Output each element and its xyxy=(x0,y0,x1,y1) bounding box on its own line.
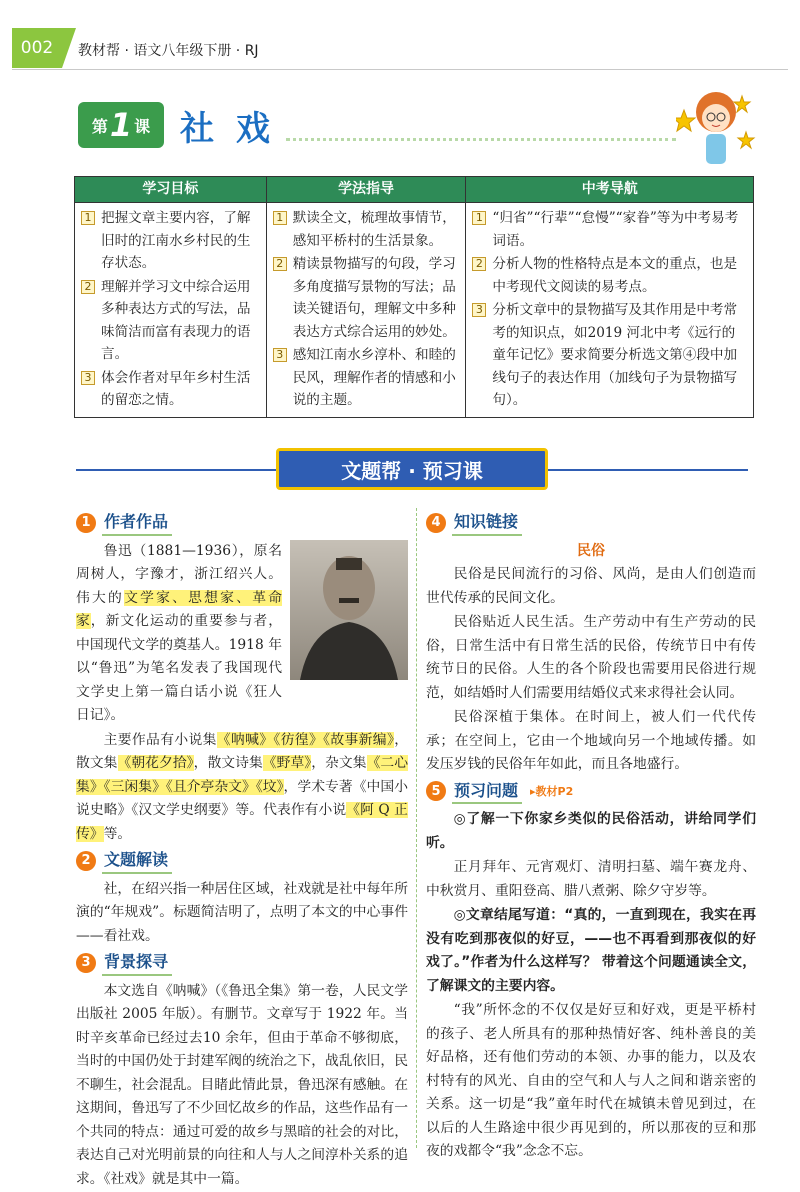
learning-goals-table xyxy=(74,176,754,418)
author-paragraph-1: 鲁迅（1881—1936），原名周树人，字豫才，浙江绍兴人。伟大的文学家、思想家、革命家，新文化运动的重要参与者，中国现代文学的奠基人。1918 年以“鲁迅”为笔名发表了我国现代文学史上第一篇白话小说《狂人日记》。 xyxy=(76,542,283,723)
section-title: 文题解读 xyxy=(102,848,172,874)
exam-item xyxy=(472,207,747,252)
exam-item xyxy=(472,253,747,298)
section-title: 背景探寻 xyxy=(102,950,172,976)
section-title: 作者作品 xyxy=(102,510,172,536)
method-text: 感知江南水乡淳朴、和睦的民风，理解作者的情感和小说的主题。 xyxy=(292,347,456,408)
item-number: 2 xyxy=(81,280,95,294)
exam-text: 分析文章中的景物描写及其作用是中考常考的知识点，如2019 河北中考《远行的童年记忆》要求简要分析选文第④段中加线句子的表达作用（加线句子为景物描写句）。 xyxy=(492,302,738,408)
knowledge-paragraph: 民俗贴近人民生活。生产劳动中有生产劳动的民俗，日常生活中有日常生活的民俗，传统节日中有传统节日的民俗。人生的各个阶段也需要用民俗进行规范，如结婚时人们需要用结婚仪式来求得社会认同。 xyxy=(426,614,756,701)
item-number: 3 xyxy=(472,303,486,317)
preview-answer-2: “我”所怀念的不仅仅是好豆和好戏，更是平桥村的孩子、老人所具有的那种热情好客、纯朴善良的美好品格，还有他们劳动的本领、办事的能力，以及农村特有的风光、自由的空气和人与人之间和谐亲密的关系。这一切是“我”童年时代在城镇未曾见到过，在以后的人生路途中很少再见到的，所以那夜的豆和那夜的戏都令“我”念念不忘。 xyxy=(426,1002,756,1159)
lesson-badge xyxy=(78,102,164,148)
item-number: 2 xyxy=(472,257,486,271)
knowledge-paragraph: 民俗深植于集体。在时间上，被人们一代代传承；在空间上，它由一个地域向另一个地域传播。如发压岁钱的民俗年年如此，而且各地盛行。 xyxy=(426,709,756,772)
goals-col-0 xyxy=(75,203,267,418)
right-column xyxy=(426,508,756,1165)
section-number: 1 xyxy=(76,513,96,533)
goals-col-2 xyxy=(466,203,754,418)
item-number: 3 xyxy=(273,348,287,362)
goals-col-1 xyxy=(266,203,466,418)
preview-question-1: ◎了解一下你家乡类似的民俗活动，讲给同学们听。 xyxy=(426,811,756,851)
title-explanation: 社，在绍兴指一种居住区域，社戏就是社中每年所演的“年规戏”。标题简洁明了，点明了本文的中心事件——看社戏。 xyxy=(76,880,408,944)
section-number: 5 xyxy=(426,781,446,801)
background-text: 本文选自《呐喊》（《鲁迅全集》第一卷，人民文学出版社 2005 年版）。有删节。文章写于 1922 年。当时辛亥革命已经过去10 余年，但由于革命不够彻底，当时的中国仍处于封建军阀的统治之下，战乱依旧，民不聊生，社会混乱。目睹此情此景，鲁迅深有感触。在这期间，鲁迅写了不少回忆故乡的作品，这些作品有一个共同的特点：通过可爱的故乡与黑暗的社会的对比，表达自己对光明前景的向往和人与人之间淳朴关系的追求。《社戏》就是其中一篇。 xyxy=(76,982,408,1187)
method-item xyxy=(273,207,460,252)
item-number: 2 xyxy=(273,257,287,271)
goals-header-0: 学习目标 xyxy=(75,177,267,203)
title-dotted-line xyxy=(286,138,676,141)
section-title: 知识链接 xyxy=(452,510,522,536)
author-paragraph-2: 主要作品有小说集《呐喊》《彷徨》《故事新编》，散文集《朝花夕拾》，散文诗集《野草》，杂文集《二心集》《三闲集》《且介亭杂文》《坟》，学术专著《中国小说史略》《汉文学史纲要》等。代表作有小说《阿 Q 正传》等。 xyxy=(76,731,409,842)
section-number: 2 xyxy=(76,851,96,871)
item-number: 1 xyxy=(273,211,287,225)
lesson-title: 社戏 xyxy=(180,109,292,149)
section-heading-background xyxy=(76,950,408,976)
method-text: 默读全文，梳理故事情节，感知平桥村的生活景象。 xyxy=(292,210,456,249)
textbook-page-tag: ▸教材P2 xyxy=(530,784,574,798)
girl-mascot-icon xyxy=(676,82,756,172)
section-heading-preview xyxy=(426,779,756,805)
section-heading-knowledge xyxy=(426,510,756,536)
section-heading-author xyxy=(76,510,408,536)
preview-question-2: ◎文章结尾写道：“真的，一直到现在，我实在再没有吃到那夜似的好豆，——也不再看到那夜似的好戏了。”作者为什么这样写？ 带着这个问题通读全文，了解课文的主要内容。 xyxy=(426,907,756,994)
page-number: 002 xyxy=(12,28,62,68)
exam-item xyxy=(472,299,747,412)
knowledge-paragraph: 民俗是民间流行的习俗、风尚，是由人们创造而世代传承的民间文化。 xyxy=(426,566,756,606)
left-column xyxy=(76,508,408,1192)
item-number: 1 xyxy=(81,211,95,225)
item-number: 1 xyxy=(472,211,486,225)
knowledge-subtitle: 民俗 xyxy=(577,542,605,559)
exam-text: 分析人物的性格特点是本文的重点，也是中考现代文阅读的易考点。 xyxy=(492,256,738,295)
goal-item xyxy=(81,207,260,275)
section-number: 4 xyxy=(426,513,446,533)
book-title: 教材帮 · 语文八年级下册 · RJ xyxy=(78,43,259,59)
section-heading-title xyxy=(76,848,408,874)
goal-item xyxy=(81,367,260,412)
item-number: 3 xyxy=(81,371,95,385)
goal-text: 体会作者对早年乡村生活的留恋之情。 xyxy=(101,369,251,408)
banner-line-right xyxy=(548,469,748,471)
preview-answer-1: 正月拜年、元宵观灯、清明扫墓、端午赛龙舟、中秋赏月、重阳登高、腊八煮粥、除夕守岁等。 xyxy=(426,859,756,899)
page-header xyxy=(12,28,788,70)
luxun-portrait-image xyxy=(290,540,408,680)
lesson-suffix: 课 xyxy=(134,116,151,136)
goal-text: 把握文章主要内容，了解旧时的江南水乡村民的生存状态。 xyxy=(101,210,251,271)
goals-header-2: 中考导航 xyxy=(466,177,754,203)
lesson-number: 1 xyxy=(109,106,133,144)
column-divider xyxy=(416,508,417,1148)
section-title: 预习问题 xyxy=(452,779,522,805)
goal-item xyxy=(81,276,260,366)
banner-line-left xyxy=(76,469,276,471)
goals-header-1: 学法指导 xyxy=(266,177,466,203)
method-text: 精读景物描写的句段，学习多角度描写景物的写法；品读关键语句，理解文中多种表达方式综合运用的妙处。 xyxy=(292,256,456,340)
lesson-prefix: 第 xyxy=(91,116,108,136)
method-item xyxy=(273,253,460,343)
exam-text: “归省”“行辈”“怠慢”“家眷”等为中考易考词语。 xyxy=(492,210,739,249)
section-number: 3 xyxy=(76,953,96,973)
method-item xyxy=(273,344,460,412)
goal-text: 理解并学习文中综合运用多种表达方式的写法，品味简洁而富有表现力的语言。 xyxy=(101,278,251,362)
section-banner: 文题帮 · 预习课 xyxy=(276,448,548,490)
